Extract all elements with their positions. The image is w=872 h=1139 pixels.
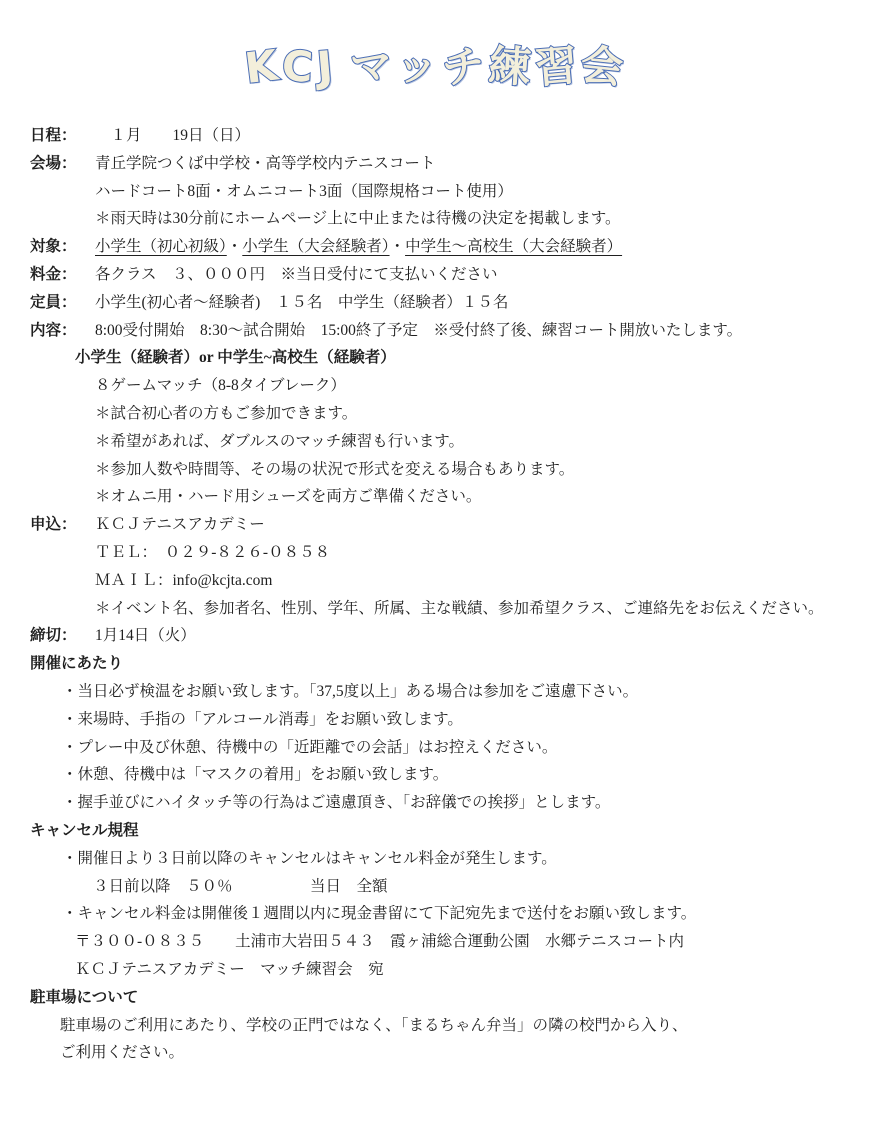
- capacity-value: 小学生(初心者～経験者) １５名 中学生（経験者）１５名: [95, 293, 509, 311]
- apply-mail: ＭＡＩＬ：info@kcjta.com: [95, 571, 273, 589]
- format-note-doubles: ＊希望があれば、ダブルスのマッチ練習も行います。: [95, 432, 465, 450]
- content-label: 内容：: [30, 321, 77, 339]
- covid-rule-conversation: ・プレー中及び休憩、待機中の「近距離での会話」はお控えください。: [62, 738, 558, 756]
- format-line: ８ゲームマッチ（8-8タイブレーク）: [95, 377, 346, 395]
- cancel-heading: キャンセル規程: [30, 821, 139, 839]
- parking-note-line2: ご利用ください。: [60, 1044, 185, 1062]
- cancel-fee-table: ３日前以降 ５０％ 当日 全額: [93, 877, 388, 895]
- venue-value: 青丘学院つくば中学校・高等学校内テニスコート: [95, 154, 436, 172]
- format-note-shoes: ＊オムニ用・ハード用シューズを両方ご準備ください。: [95, 488, 482, 506]
- schedule-label: 日程：: [30, 127, 77, 144]
- target-seg1: 小学生（初心初級）: [95, 238, 227, 256]
- schedule-value: １月 19日（日）: [95, 127, 251, 144]
- parking-note-line1: 駐車場のご利用にあたり、学校の正門ではなく、「まるちゃん弁当」の隣の校門から入り、: [60, 1016, 688, 1034]
- title-char: K: [242, 39, 285, 94]
- target-seg3: 中学生～高校生（大会経験者）: [405, 238, 623, 256]
- page-title-text: [242, 39, 629, 94]
- title-char: 会: [577, 39, 629, 94]
- covid-rule-mask: ・休憩、待機中は「マスクの着用」をお願い致します。: [62, 766, 449, 784]
- capacity-label: 定員：: [30, 293, 77, 311]
- target-label: 対象：: [30, 238, 77, 256]
- covid-rule-greeting: ・握手並びにハイタッチ等の行為はご遠慮頂き、「お辞儀での挨拶」とします。: [62, 794, 611, 812]
- format-note-beginners: ＊試合初心者の方もご参加できます。: [95, 404, 358, 422]
- cancel-address-line2: ＫＣＪテニスアカデミー マッチ練習会 宛: [75, 960, 384, 978]
- covid-rule-alcohol: ・来場時、手指の「アルコール消毒」をお願い致します。: [62, 710, 463, 728]
- cancel-rule-payment: ・キャンセル料金は開催後１週間以内に現金書留にて下記宛先まで送付をお願い致します。: [62, 905, 697, 923]
- document-body: [0, 122, 872, 1067]
- title-char: 練: [486, 40, 536, 93]
- deadline-value: 1月14日（火）: [95, 627, 196, 645]
- deadline-label: 締切：: [30, 627, 77, 645]
- target-value: [95, 238, 622, 255]
- target-seg2: 小学生（大会経験者）: [242, 238, 390, 256]
- title-char: マ: [348, 40, 399, 93]
- apply-tel: ＴＥＬ： ０２９‐８２６‐０８５８: [95, 543, 331, 561]
- content-row: [0, 317, 872, 345]
- target-sep2: ・: [389, 238, 406, 256]
- apply-label: 申込：: [30, 516, 77, 534]
- cancel-address-line1: 〒３００‐０８３５ 土浦市大岩田５４３ 霞ヶ浦総合運動公園 水郷テニスコート内: [75, 933, 685, 951]
- title-char: ッ: [394, 40, 445, 93]
- apply-note: ＊イベント名、参加者名、性別、学年、所属、主な戦績、参加希望クラス、ご連絡先をお伝えください。: [95, 599, 824, 617]
- fee-value: 各クラス ３、０００円 ※当日受付にて支払いください: [95, 265, 498, 283]
- title-char: J: [314, 41, 339, 92]
- deadline-row: [0, 622, 872, 650]
- covid-heading: 開催にあたり: [30, 655, 124, 673]
- capacity-row: [0, 289, 872, 317]
- venue-label: 会場：: [30, 154, 77, 172]
- page-title: [0, 34, 872, 94]
- venue-note-rain: ＊雨天時は30分前にホームページ上に中止または待機の決定を掲載します。: [95, 210, 621, 228]
- covid-rule-temperature: ・当日必ず検温をお願い致します。「37,5度以上」ある場合は参加をご遠慮下さい。: [62, 682, 639, 700]
- format-note-flexible: ＊参加人数や時間等、その場の状況で形式を変える場合もあります。: [95, 460, 575, 478]
- apply-value: ＫＣＪテニスアカデミー: [95, 516, 265, 534]
- cancel-rule-fee: ・開催日より３日前以降のキャンセルはキャンセル料金が発生します。: [62, 849, 557, 867]
- class-heading: 小学生（経験者）or 中学生~高校生（経験者）: [75, 349, 396, 367]
- venue-row: [0, 150, 872, 178]
- schedule-row: [0, 122, 872, 150]
- fee-row: [0, 261, 872, 289]
- fee-label: 料金：: [30, 265, 77, 283]
- parking-heading: 駐車場について: [30, 988, 139, 1006]
- target-sep1: ・: [226, 238, 243, 256]
- title-char: 習: [532, 40, 583, 93]
- apply-row: [0, 511, 872, 539]
- title-char: C: [280, 40, 319, 93]
- venue-note-courts: ハードコート8面・オムニコート3面（国際規格コート使用）: [95, 182, 513, 200]
- target-row: [0, 233, 872, 261]
- title-char: チ: [440, 39, 492, 94]
- content-value: 8:00受付開始 8:30～試合開始 15:00終了予定 ※受付終了後、練習コート開放いたします。: [95, 321, 743, 339]
